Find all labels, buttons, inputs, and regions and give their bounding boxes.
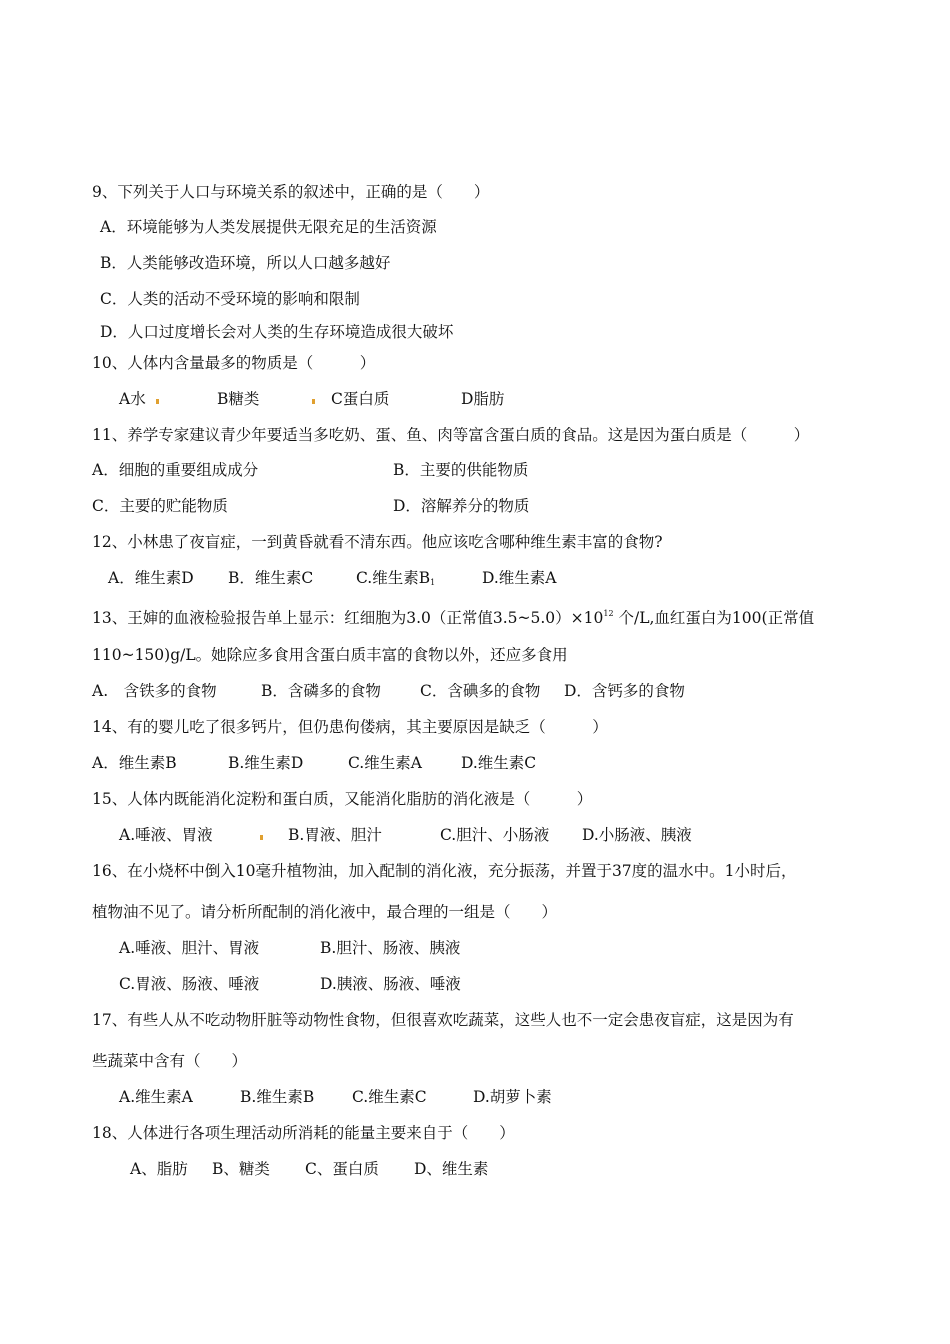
question-17-stem-line2: 些蔬菜中含有（ ） [92,1052,248,1070]
question-15-option-c: C.胆汁、小肠液 [440,826,550,844]
question-11-options-row1 [0,460,950,480]
question-9-stem: 9、下列关于人口与环境关系的叙述中，正确的是（ ） [92,183,490,201]
question-11-option-d: D．溶解养分的物质 [393,497,530,515]
question-16-option-c: C.胃液、肠液、唾液 [119,975,260,993]
question-18-options [0,1159,950,1179]
highlight-mark [156,389,159,409]
question-12-option-a: A．维生素D [108,569,194,587]
question-15-stem: 15、人体内既能消化淀粉和蛋白质，又能消化脂肪的消化液是（ ） [92,790,593,808]
question-14-option-a: A．维生素B [92,754,177,772]
question-16-option-a: A.唾液、胆汁、胃液 [119,939,260,957]
question-13-option-b: B．含磷多的食物 [261,682,381,700]
highlight-mark [312,389,315,409]
question-17-option-c: C.维生素C [352,1088,427,1106]
question-13-stem-line2: 110~150)g/L。她除应多食用含蛋白质丰富的食物以外，还应多食用 [92,646,568,664]
question-10-option-b: B糖类 [217,390,260,408]
question-18-option-d: D、维生素 [414,1160,489,1178]
question-16-option-b: B.胆汁、肠液、胰液 [320,939,461,957]
question-17-option-b: B.维生素B [240,1088,315,1106]
question-14-option-d: D.维生素C [461,754,537,772]
question-13-option-d: D．含钙多的食物 [564,682,685,700]
highlight-mark [260,825,263,845]
question-12-option-c: C.维生素$B_1$ [356,569,436,587]
question-15-option-b: B.胃液、胆汁 [288,826,382,844]
question-10-option-a: A水 [119,390,146,408]
question-16-options-row1 [0,938,950,958]
question-18-option-a: A、脂肪 [130,1160,188,1178]
question-13-option-a: A. 含铁多的食物 [92,682,217,700]
question-10-options [0,389,950,409]
question-18-option-c: C、蛋白质 [305,1160,379,1178]
question-14-options [0,753,950,773]
question-16-option-d: D.胰液、肠液、唾液 [320,975,461,993]
question-16-stem: 16、在小烧杯中倒入10毫升植物油，加入配制的消化液，充分振荡，并置于37度的温水中。1小时后， [92,862,797,880]
question-18-option-b: B、糖类 [212,1160,270,1178]
question-10-option-c: C蛋白质 [331,390,390,408]
question-13-stem: 13、王婶的血液检验报告单上显示：红细胞为3.0（正常值$3.5\sim 5.0)\times 10^{12}$ 个/L,血红蛋白为100(正常值 [92,609,815,627]
question-13-option-c: C．含碘多的食物 [420,682,541,700]
question-17-stem: 17、有些人从不吃动物肝脏等动物性食物，但很喜欢吃蔬菜，这些人也不一定会患夜盲症，这是因为有 [92,1011,794,1029]
question-12-options [0,568,950,588]
question-9-option-a: A．环境能够为人类发展提供无限充足的生活资源 [100,218,437,236]
question-9-option-d: D．人口过度增长会对人类的生存环境造成很大破坏 [100,323,454,341]
question-16-options-row2 [0,974,950,994]
question-15-options [0,825,950,845]
question-12-stem: 12、小林患了夜盲症，一到黄昏就看不清东西。他应该吃含哪种维生素丰富的食物? [92,533,663,551]
question-11-stem: 11、养学专家建议青少年要适当多吃奶、蛋、鱼、肉等富含蛋白质的食品。这是因为蛋白质是（ ） [92,426,810,444]
question-11-option-b: B．主要的供能物质 [393,461,529,479]
question-13-options [0,681,950,701]
question-9-option-b: B．人类能够改造环境，所以人口越多越好 [100,254,391,272]
question-17-option-d: D.胡萝卜素 [473,1088,552,1106]
question-16-stem-line2: 植物油不见了。请分析所配制的消化液中，最合理的一组是（ ） [92,903,558,921]
question-12-option-b: B．维生素C [228,569,314,587]
question-14-option-b: B.维生素D [228,754,304,772]
question-9-option-c: C．人类的活动不受环境的影响和限制 [100,290,360,308]
question-12-option-d: D.维生素A [482,569,557,587]
question-10-option-d: D脂肪 [461,390,505,408]
question-10-stem: 10、人体内含量最多的物质是（ ） [92,354,376,372]
question-15-option-d: D.小肠液、胰液 [582,826,692,844]
question-11-options-row2 [0,496,950,516]
question-17-options [0,1087,950,1107]
question-11-option-a: A．细胞的重要组成成分 [92,461,259,479]
question-14-stem: 14、有的婴儿吃了很多钙片，但仍患佝偻病，其主要原因是缺乏（ ） [92,718,608,736]
question-18-stem: 18、人体进行各项生理活动所消耗的能量主要来自于（ ） [92,1124,515,1142]
question-15-option-a: A.唾液、胃液 [119,826,213,844]
question-11-option-c: C．主要的贮能物质 [92,497,228,515]
question-17-option-a: A.维生素A [119,1088,193,1106]
question-14-option-c: C.维生素A [348,754,422,772]
